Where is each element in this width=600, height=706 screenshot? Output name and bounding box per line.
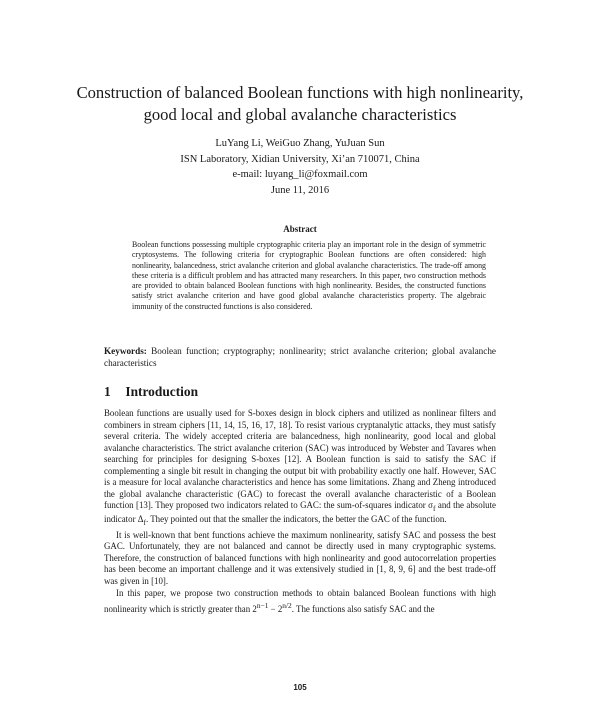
section-heading: [104, 384, 198, 400]
keywords: [104, 345, 496, 369]
keywords-label: Keywords:: [104, 346, 147, 356]
abstract-text: Boolean functions possessing multiple cryptographic criteria play an important role in the design of symmetric cryptosystems. The following criteria for cryptographic Boolean functions are often considered: high nonlinearity, balancedness, strict avalanche criterion and global avalanche characteristics. The trade-off among these criteria is a difficult problem and has attracted many researchers. In this paper, two construction methods are provided to obtain balanced Boolean functions with high nonlinearity. Besides, the constructed functions satisfy strict avalanche criterion and have good global avalanche characteristics property. The algebraic immunity of the constructed functions is also considered.: [132, 240, 486, 311]
author-block: [60, 136, 540, 183]
paper-date: June 11, 2016: [270, 185, 330, 196]
author-names: LuYang Li, WeiGuo Zhang, YuJuan Sun: [215, 138, 385, 149]
author-email: e-mail: luyang_li@foxmail.com: [232, 169, 368, 180]
keywords-text: Boolean function; cryptography; nonlinearity; strict avalanche criterion; global avalanche characteristics: [104, 346, 496, 368]
title-line-1: Construction of balanced Boolean functions with high nonlinearity,: [76, 83, 524, 102]
section-title: Introduction: [125, 384, 199, 399]
paragraph-1: Boolean functions are usually used for S-boxes design in block ciphers and utilized as nonlinear filters and combiners in stream ciphers [11, 14, 15, 16, 17, 18]. To resist various cryptanalytic attacks, they must satisfy several criteria. The widely accepted criteria are balancedness, high nonlinearity, good local and global avalanche characteristics. The strict avalanche criterion (SAC) was introduced by Webster and Tavares when searching for principles for designing S-boxes [12]. A Boolean function is said to satisfy the SAC if complementing a single bit result in changing the output bit with probability exactly one half. However, SAC is a measure for local avalanche characteristics and hence has some limitations. Zhang and Zheng introduced the global avalanche characteristic (GAC) to forecast the overall avalanche characteristic of a Boolean function [13]. They proposed two indicators related to GAC: the sum-of-squares indicator $\sigma_f$ and the absolute indicator $\Delta_f$. They pointed out that the smaller the indicators, the better the GAC of the function.: [104, 408, 497, 528]
paragraph-3: In this paper, we propose two construction methods to obtain balanced Boolean functions with high nonlinearity which is strictly greater than $2^{n-1} - 2^{n/2}$. The functions also satisfy SAC and the: [104, 588, 496, 614]
paper-title: [60, 82, 540, 126]
page-number: 105: [293, 683, 307, 692]
paragraph-2: It is well-known that bent functions achieve the maximum nonlinearity, satisfy SAC and possess the best GAC. Unfortunately, they are not balanced and cannot be directly used in many cryptographic systems. Therefore, the construction of balanced functions with high nonlinearity and good autocorrelation properties has been become an important challenge and it was extensively studied in [1, 8, 9, 6] and the best trade-off was given in [10].: [104, 529, 496, 586]
title-line-2: good local and global avalanche characteristics: [143, 105, 457, 124]
abstract-heading: Abstract: [283, 224, 317, 234]
body-text: [104, 408, 496, 615]
author-affiliation: ISN Laboratory, Xidian University, Xi’an 710071, China: [180, 153, 420, 165]
section-number: 1: [104, 384, 111, 399]
